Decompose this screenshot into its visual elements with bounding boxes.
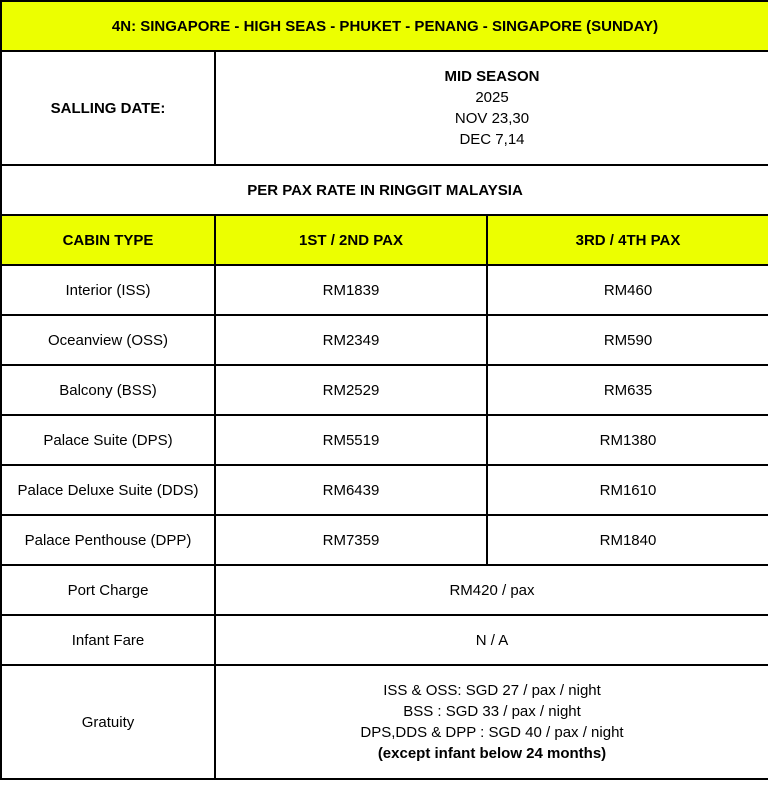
sailing-date-label: SALLING DATE: — [1, 51, 215, 165]
cabin-type-cell: Balcony (BSS) — [1, 365, 215, 415]
pax-3-4-rate-cell: RM1840 — [487, 515, 768, 565]
season-label: MID SEASON — [444, 68, 540, 85]
table-row — [1, 515, 768, 565]
pax-3-4-rate-cell: RM635 — [487, 365, 768, 415]
cabin-type-cell: Interior (ISS) — [1, 265, 215, 315]
pax-3-4-rate-cell: RM460 — [487, 265, 768, 315]
gratuity-details — [215, 665, 768, 779]
pax-3-4-rate-cell: RM1380 — [487, 415, 768, 465]
sailing-dates-dec: DEC 7,14 — [459, 131, 525, 148]
pax-1-2-rate-cell: RM5519 — [215, 415, 487, 465]
table-row — [1, 415, 768, 465]
header-3rd-4th-pax: 3RD / 4TH PAX — [487, 215, 768, 265]
cabin-type-cell: Oceanview (OSS) — [1, 315, 215, 365]
pax-1-2-rate-cell: RM6439 — [215, 465, 487, 515]
pax-3-4-rate-cell: RM1610 — [487, 465, 768, 515]
table-row — [1, 465, 768, 515]
infant-fare-value: N / A — [215, 615, 768, 665]
gratuity-infant-note: (except infant below 24 months) — [377, 745, 607, 762]
sailing-date-details — [215, 51, 768, 165]
gratuity-line-iss-oss: ISS & OSS: SGD 27 / pax / night — [383, 682, 601, 699]
pax-1-2-rate-cell: RM7359 — [215, 515, 487, 565]
infant-fare-label: Infant Fare — [1, 615, 215, 665]
pax-1-2-rate-cell: RM2529 — [215, 365, 487, 415]
gratuity-line-bss: BSS : SGD 33 / pax / night — [403, 703, 581, 720]
gratuity-label: Gratuity — [1, 665, 215, 779]
cabin-type-cell: Palace Suite (DPS) — [1, 415, 215, 465]
sailing-dates-nov: NOV 23,30 — [454, 110, 530, 127]
pax-1-2-rate-cell: RM2349 — [215, 315, 487, 365]
rate-note: PER PAX RATE IN RINGGIT MALAYSIA — [1, 165, 768, 215]
table-row — [1, 365, 768, 415]
port-charge-label: Port Charge — [1, 565, 215, 615]
port-charge-value: RM420 / pax — [215, 565, 768, 615]
sailing-year: 2025 — [475, 89, 509, 106]
gratuity-line-suites: DPS,DDS & DPP : SGD 40 / pax / night — [360, 724, 624, 741]
header-cabin-type: CABIN TYPE — [1, 215, 215, 265]
header-1st-2nd-pax: 1ST / 2ND PAX — [215, 215, 487, 265]
pax-1-2-rate-cell: RM1839 — [215, 265, 487, 315]
cabin-type-cell: Palace Deluxe Suite (DDS) — [1, 465, 215, 515]
pax-3-4-rate-cell: RM590 — [487, 315, 768, 365]
table-row — [1, 265, 768, 315]
cabin-type-cell: Palace Penthouse (DPP) — [1, 515, 215, 565]
table-row — [1, 315, 768, 365]
itinerary-title: 4N: SINGAPORE - HIGH SEAS - PHUKET - PENANG - SINGAPORE (SUNDAY) — [1, 1, 768, 51]
